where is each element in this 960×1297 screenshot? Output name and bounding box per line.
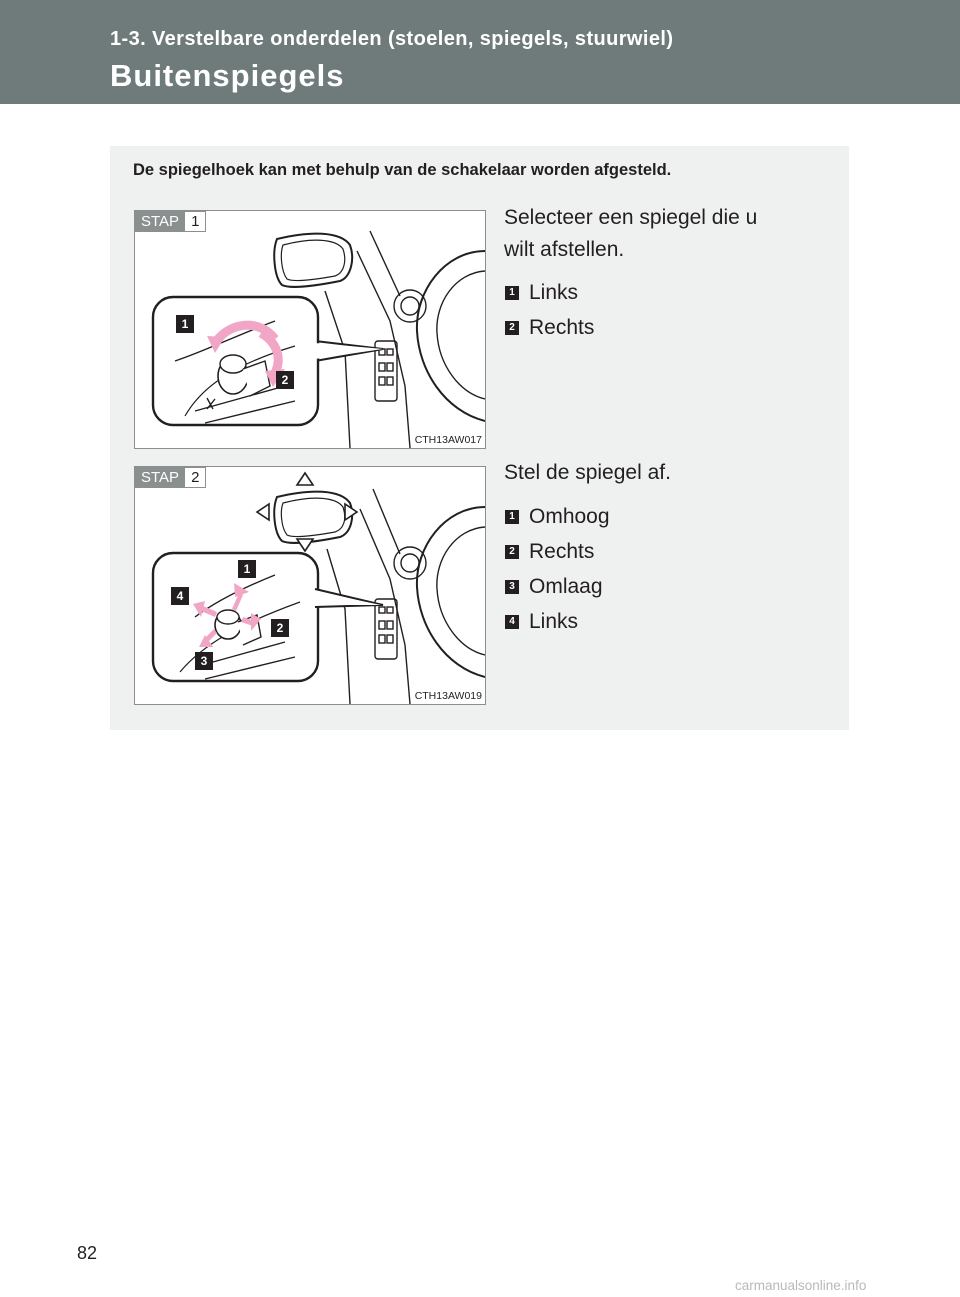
number-badge-icon: 2 — [505, 545, 519, 559]
step2-item: 4 Links — [505, 610, 578, 634]
step2-item: 2 Rechts — [505, 540, 594, 564]
step2-instruction: Stel de spiegel af. — [504, 461, 671, 484]
intro-text: De spiegelhoek kan met behulp van de schakelaar worden afgesteld. — [133, 161, 672, 179]
watermark: carmanualsonline.info — [735, 1278, 867, 1293]
image-code: CTH13AW019 — [414, 690, 482, 702]
figure-badge-3: 3 — [195, 652, 213, 670]
section-title: 1-3. Verstelbare onderdelen (stoelen, spiegels, stuurwiel) — [110, 28, 674, 50]
page-number: 82 — [77, 1243, 98, 1263]
step1-figure — [134, 210, 486, 449]
figure-badge-2: 2 — [271, 619, 289, 637]
image-code: CTH13AW017 — [414, 434, 482, 446]
step1-instruction-line1: Selecteer een spiegel die u — [504, 206, 758, 229]
number-badge-icon: 4 — [505, 615, 519, 629]
number-badge-icon: 1 — [505, 510, 519, 524]
page-header — [0, 0, 960, 104]
page-title: Buitenspiegels — [110, 58, 345, 93]
step2-item: 3 Omlaag — [505, 575, 603, 599]
figure-badge-2: 2 — [276, 371, 294, 389]
step2-illustration — [135, 467, 485, 704]
step2-item: 1 Omhoog — [505, 505, 610, 529]
figure-badge-4: 4 — [171, 587, 189, 605]
figure-badge-1: 1 — [176, 315, 194, 333]
figure-badge-1: 1 — [238, 560, 256, 578]
number-badge-icon: 1 — [505, 286, 519, 300]
number-badge-icon: 3 — [505, 580, 519, 594]
step1-item: 2 Rechts — [505, 316, 594, 340]
step1-instruction-line2: wilt afstellen. — [504, 238, 625, 261]
number-badge-icon: 2 — [505, 321, 519, 335]
step1-item: 1 Links — [505, 281, 578, 305]
step2-figure — [134, 466, 486, 705]
step-label: STAP 2 — [135, 467, 206, 488]
step-label: STAP 1 — [135, 211, 206, 232]
